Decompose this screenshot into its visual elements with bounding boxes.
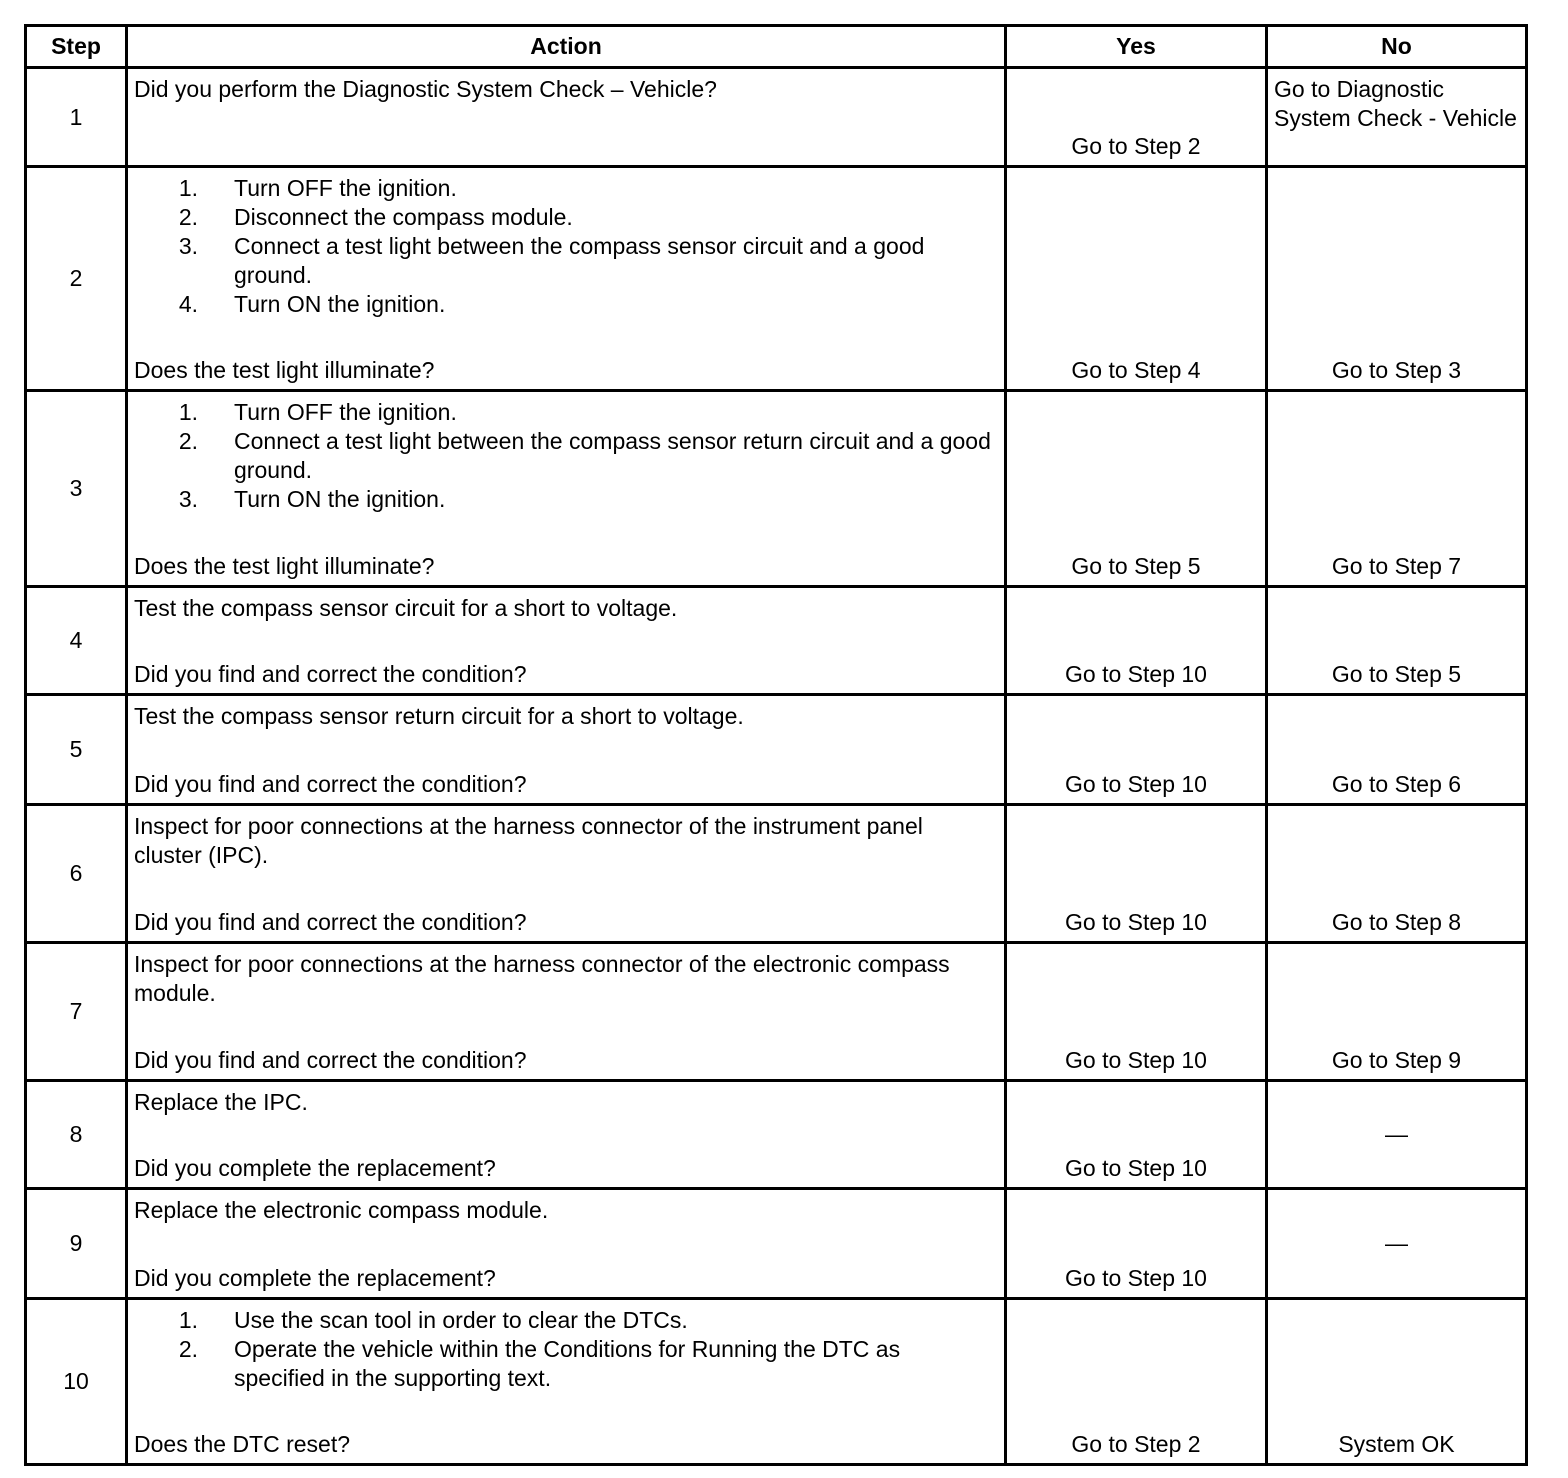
yes-cell: Go to Step 10 — [1006, 943, 1267, 1081]
header-step: Step — [26, 26, 127, 68]
action-cell — [127, 805, 1006, 943]
table-row — [26, 391, 1527, 587]
action-text: Test the compass sensor return circuit for a short to voltage. — [134, 703, 744, 729]
list-item: 1. Turn OFF the ignition. — [178, 175, 457, 201]
no-cell: Go to Step 3 — [1267, 167, 1527, 391]
table-row — [26, 1081, 1527, 1189]
action-text: Replace the electronic compass module. — [134, 1197, 549, 1223]
no-cell: — — [1267, 1189, 1527, 1299]
action-text: Test the compass sensor circuit for a short to voltage. — [134, 595, 678, 621]
no-cell: Go to Step 8 — [1267, 805, 1527, 943]
yes-cell: Go to Step 5 — [1006, 391, 1267, 587]
table-row — [26, 695, 1527, 805]
step-number: 2 — [26, 167, 127, 391]
question-text: Did you find and correct the condition? — [134, 661, 527, 687]
table-row — [26, 587, 1527, 695]
header-action: Action — [127, 26, 1006, 68]
header-row — [26, 26, 1527, 68]
table-row — [26, 943, 1527, 1081]
table-row — [26, 167, 1527, 391]
step-number: 7 — [26, 943, 127, 1081]
substep-list — [134, 174, 996, 319]
no-cell: Go to Step 7 — [1267, 391, 1527, 587]
action-cell — [127, 1299, 1006, 1465]
no-cell: Go to Step 6 — [1267, 695, 1527, 805]
action-cell — [127, 943, 1006, 1081]
step-number: 9 — [26, 1189, 127, 1299]
list-item: 1. Use the scan tool in order to clear the DTCs. — [178, 1307, 688, 1333]
step-number: 1 — [26, 68, 127, 167]
question-text: Does the test light illuminate? — [134, 553, 435, 579]
question-text: Did you complete the replacement? — [134, 1265, 496, 1291]
list-item: 3. Turn ON the ignition. — [178, 486, 446, 512]
list-item: 4. Turn ON the ignition. — [178, 291, 446, 317]
yes-cell: Go to Step 10 — [1006, 587, 1267, 695]
action-cell — [127, 1081, 1006, 1189]
question-text: Did you find and correct the condition? — [134, 1047, 527, 1073]
step-number: 4 — [26, 587, 127, 695]
question-text: Did you find and correct the condition? — [134, 771, 527, 797]
step-number: 8 — [26, 1081, 127, 1189]
action-text: Inspect for poor connections at the harness connector of the instrument panel cluster (IPC). — [134, 813, 923, 868]
diagnostic-table — [24, 24, 1528, 1466]
step-number: 3 — [26, 391, 127, 587]
yes-cell: Go to Step 2 — [1006, 1299, 1267, 1465]
question-text: Does the DTC reset? — [134, 1431, 351, 1457]
action-cell — [127, 695, 1006, 805]
yes-cell: Go to Step 4 — [1006, 167, 1267, 391]
action-cell — [127, 587, 1006, 695]
yes-cell: Go to Step 10 — [1006, 1081, 1267, 1189]
yes-cell: Go to Step 10 — [1006, 805, 1267, 943]
header-yes: Yes — [1006, 26, 1267, 68]
list-item: 2. Connect a test light between the compass sensor return circuit and a good ground. — [178, 428, 991, 483]
no-cell: Go to Diagnostic System Check - Vehicle — [1267, 68, 1527, 167]
yes-cell: Go to Step 2 — [1006, 68, 1267, 167]
list-item: 3. Connect a test light between the compass sensor circuit and a good ground. — [178, 233, 925, 288]
table-row — [26, 805, 1527, 943]
step-number: 6 — [26, 805, 127, 943]
no-cell: — — [1267, 1081, 1527, 1189]
action-cell — [127, 391, 1006, 587]
step-number: 10 — [26, 1299, 127, 1465]
no-cell: Go to Step 5 — [1267, 587, 1527, 695]
list-item: 2. Operate the vehicle within the Conditions for Running the DTC as specified in the supporting text. — [178, 1336, 901, 1391]
question-text: Does the test light illuminate? — [134, 357, 435, 383]
no-cell: Go to Step 9 — [1267, 943, 1527, 1081]
question-text: Did you complete the replacement? — [134, 1155, 496, 1181]
action-text: Did you perform the Diagnostic System Check – Vehicle? — [134, 76, 717, 102]
action-cell — [127, 1189, 1006, 1299]
question-text: Did you find and correct the condition? — [134, 909, 527, 935]
yes-cell: Go to Step 10 — [1006, 695, 1267, 805]
substep-list — [134, 398, 996, 514]
substep-list — [134, 1306, 996, 1393]
list-item: 2. Disconnect the compass module. — [178, 204, 573, 230]
no-cell: System OK — [1267, 1299, 1527, 1465]
action-text: Inspect for poor connections at the harness connector of the electronic compass module. — [134, 951, 950, 1006]
table-row — [26, 1189, 1527, 1299]
action-text: Replace the IPC. — [134, 1089, 308, 1115]
header-no: No — [1267, 26, 1527, 68]
yes-cell: Go to Step 10 — [1006, 1189, 1267, 1299]
table-row — [26, 1299, 1527, 1465]
table-row — [26, 68, 1527, 167]
step-number: 5 — [26, 695, 127, 805]
list-item: 1. Turn OFF the ignition. — [178, 399, 457, 425]
action-cell — [127, 167, 1006, 391]
action-cell — [127, 68, 1006, 167]
